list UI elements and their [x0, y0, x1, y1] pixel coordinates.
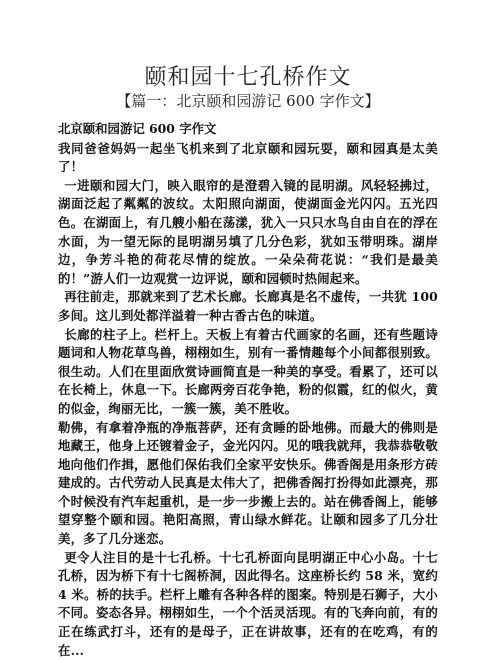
- paragraph-1: 我同爸爸妈妈一起坐飞机来到了北京颐和园玩耍，颐和园真是太美了！: [58, 140, 438, 175]
- article-body: [58, 120, 438, 660]
- document-subtitle: 【篇一：北京颐和园游记 600 字作文】: [116, 92, 380, 110]
- paragraph-6: 更令人注目的是十七孔桥。十七孔桥面向昆明湖正中心小岛。十七孔桥，因为桥下有十七阁桥洞，因此得名。这座桥长约 58 米，宽约 4 米。桥的扶手。栏杆上雕有各种各样的图案。特别是石狮子，大小不同。姿态各异。栩栩如生，一个个活灵活现。有的飞奔向前，有的正在练武打斗，还有的是母子，正在讲故事，还有的在吃鸡，有的在...: [58, 549, 438, 658]
- paragraph-2: 一进颐和园大门，映入眼帘的是澄碧入镜的昆明湖。风轻轻拂过，湖面泛起了粼粼的波纹。太阳照向湖面，使湖面金光闪闪。五光四色。在湖面上，有几艘小船在荡漾，犹入一只只水鸟自由自在的浮在水面，为一望无际的昆明湖另填了几分色彩，犹如玉带明珠。湖岸边，争芳斗艳的荷花尽情的绽放。一朵朵荷花说：“我们是最美的！”游人们一边观赏一边评说，颐和园顿时热闹起来。: [58, 177, 438, 286]
- paragraph-5: 勒佛，有拿着净瓶的净瓶菩萨，还有贪睡的卧地佛。而最大的佛则是地藏王，他身上还镀着金子，金光闪闪。见的哦我就拜，我恭恭敬敬地向他们作揖，愿他们保佑我们全家平安快乐。佛香阁是用条形方砖建成的。古代劳动人民真是太伟大了，把佛香阁打扮得如此漂亮，那个时候没有汽车起重机，是一步一步搬上去的。站在佛香阁上，能够望穿整个颐和园。艳阳高照，青山绿水鲜花。让颐和园多了几分壮美，多了几分迷恋。: [58, 419, 438, 547]
- article-heading: 北京颐和园游记 600 字作文: [58, 121, 217, 136]
- paragraph-3: 再往前走，那就来到了艺术长廊。长廊真是名不虚传，一共犹 100 多间。这儿到处都洋溢着一种古香古色的味道。: [58, 289, 438, 323]
- document-title: 颐和园十七孔桥作文: [144, 65, 352, 90]
- paragraph-4: 长廊的柱子上。栏杆上。天板上有着古代画家的名画，还有些题诗题词和人物花草鸟兽，栩栩如生，别有一番情趣每个小间都很别致。很生动。人们在里面欣赏诗画简直是一种美的享受。看累了，还可以在长椅上，休息一下。长廊两旁百花争艳，粉的似霞，红的似火，黄的似金，绚丽无比，一簇一簇，美不胜收。: [58, 326, 438, 416]
